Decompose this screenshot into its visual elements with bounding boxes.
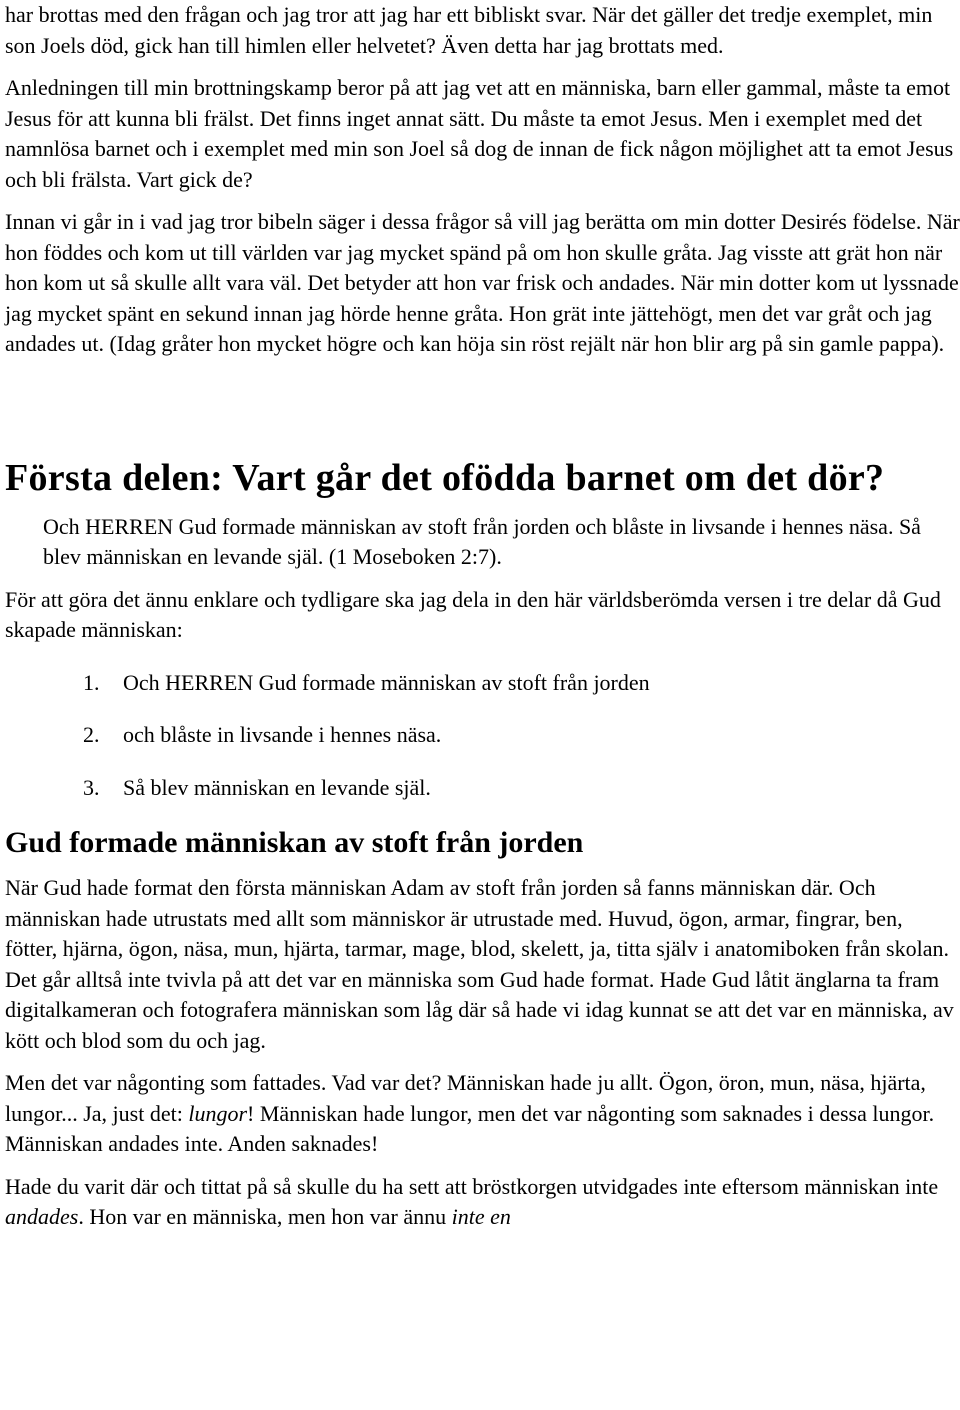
list-item <box>5 720 960 751</box>
section-heading-1: Första delen: Vart går det ofödda barnet om det dör? <box>5 456 885 499</box>
section2-paragraph-2 <box>5 1068 960 1160</box>
emphasis-lungor: lungor <box>188 1100 248 1126</box>
section2-paragraph-1: När Gud hade format den första människan Adam av stoft från jorden så fanns människan där. Och människan hade utrustats med allt som människor är utrustade med. Huvud, ögon, armar, fingrar, ben, fötter, hjärna, ögon, näsa, mun, hjärta, tarmar, mage, blod, skelett, ja, titta själv i anatomiboken från skolan. Det går alltså inte tvivla på att det var en människa som Gud hade format. Hade Gud låtit änglarna ta fram digitalkameran och fotografera människan som låg där så hade vi idag kunnat se att det var en människa, av kött och blod som du och jag. <box>5 875 954 1053</box>
emphasis-inte-en: inte en <box>451 1204 511 1229</box>
paragraph-3: Innan vi går in i vad jag tror bibeln säger i dessa frågor så vill jag berätta om min dotter Desirés födelse. När hon föddes och kom ut till världen var jag mycket spänd på om hon skulle gråta. Jag visste att grät hon när hon kom ut så skulle allt vara väl. Det betyder att hon var frisk och andades. När min dotter kom ut lyssnade jag mycket spänt en sekund innan jag hörde henne gråta. Hon grät inte jättehögt, men det var gråt och jag andades ut. (Idag gråter hon mycket högre och kan höja sin röst rejält när hon blir arg på sin gamle pappa). <box>5 209 960 356</box>
paragraph-2: Anledningen till min brottningskamp beror på att jag vet att en människa, barn eller gammal, måste ta emot Jesus för att kunna bli frälst. Det finns inget annat sätt. Du måste ta emot Jesus. Men i exemplet med det namnlösa barnet och i exemplet med min son Joel så dog de innan de fick någon möjlighet att ta emot Jesus och bli frälsta. Vart gick de? <box>5 75 954 192</box>
list-item <box>5 773 960 804</box>
section2-paragraph-3 <box>5 1172 960 1233</box>
section-heading-2: Gud formade människan av stoft från jorden <box>5 826 584 859</box>
list-text: Och HERREN Gud formade människan av stoft från jorden <box>123 669 650 695</box>
list-text: Så blev människan en levande själ. <box>123 774 431 800</box>
verse-parts-list <box>5 668 960 804</box>
scripture-quote: Och HERREN Gud formade människan av stoft från jorden och blåste in livsande i hennes näsa. Så blev människan en levande själ. (1 Moseboken 2:7). <box>43 513 921 569</box>
text-run: ! Människan hade lungor, men det var någonting som saknades i dessa lungor. Människan andades inte. Anden saknades! <box>5 1100 935 1156</box>
list-number: 2. <box>83 722 100 747</box>
list-item <box>5 668 960 699</box>
text-run: Men det var någonting som fattades. Vad var det? Människan hade ju allt. Ögon, öron, mun, näsa, hjärta, lungor... Ja, just det: <box>5 1070 926 1126</box>
paragraph-1: har brottas med den frågan och jag tror att jag har ett bibliskt svar. När det gäller det tredje exemplet, min son Joels död, gick han till himlen eller helvetet? Även detta har jag brottats med. <box>5 2 933 58</box>
text-run: . Hon var en människa, men hon var ännu <box>78 1204 452 1229</box>
text-run: Hade du varit där och tittat på så skulle du ha sett att bröstkorgen utvidgades inte eftersom människan inte <box>5 1173 939 1199</box>
emphasis-andades: andades <box>5 1204 79 1229</box>
list-number: 3. <box>83 774 100 800</box>
document-page <box>5 0 960 1233</box>
list-number: 1. <box>83 669 100 695</box>
intro-paragraph: För att göra det ännu enklare och tydligare ska jag dela in den här världsberömda versen i tre delar då Gud skapade människan: <box>5 586 941 642</box>
list-text: och blåste in livsande i hennes näsa. <box>123 722 442 747</box>
